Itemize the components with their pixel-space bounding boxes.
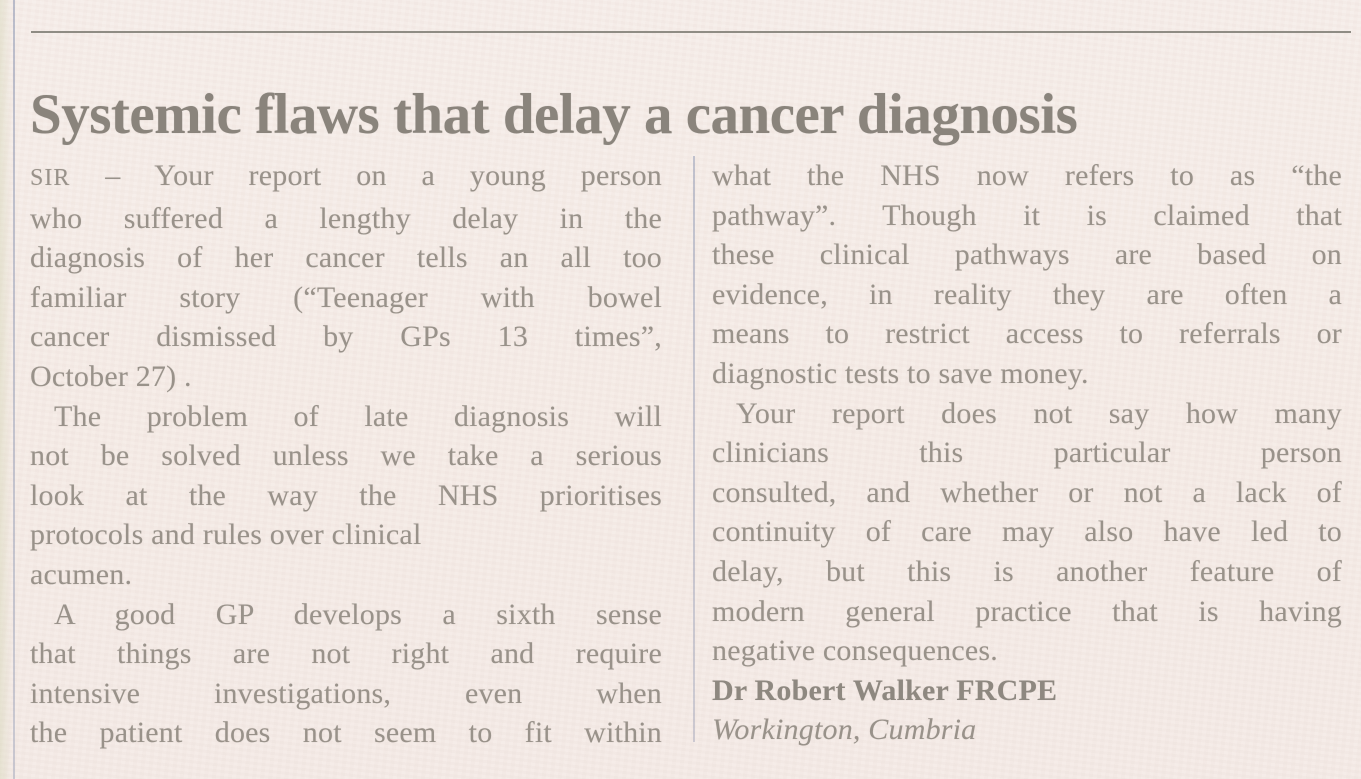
- text-line: these clinical pathways are based on: [712, 238, 1342, 272]
- text-line: the patient does not seem to fit within: [30, 716, 662, 750]
- text-line: look at the way the NHS prioritises: [30, 478, 662, 512]
- letter-column-right: [712, 156, 1342, 750]
- text-line: pathway”. Though it is claimed that: [712, 198, 1342, 232]
- text-line: A good GP develops a sixth sense: [54, 597, 662, 631]
- text-line: clinicians this particular person: [712, 436, 1342, 470]
- text-line: protocols and rules over clinical: [30, 518, 422, 552]
- text-line: continuity of care may also have led to: [712, 515, 1342, 549]
- text-line: means to restrict access to referrals or: [712, 317, 1342, 351]
- text-line: Workington, Cumbria: [712, 713, 977, 747]
- text-line: SIR – Your report on a young person: [30, 159, 662, 192]
- salutation-small-caps: SIR: [30, 165, 71, 191]
- headline: Systemic flaws that delay a cancer diagnosis: [30, 83, 1078, 147]
- text-line: what the NHS now refers to as “the: [712, 159, 1342, 192]
- text-line: Your report does not say how many: [736, 396, 1342, 430]
- scan-edge-tint: [0, 0, 12, 779]
- text-line: consulted, and whether or not a lack of: [712, 475, 1342, 509]
- text-line: October 27) .: [30, 359, 192, 393]
- text-line: The problem of late diagnosis will: [54, 399, 662, 433]
- text-line: that things are not right and require: [30, 637, 662, 671]
- text-line: diagnosis of her cancer tells an all too: [30, 241, 662, 275]
- text-line: Dr Robert Walker FRCPE: [712, 673, 1058, 707]
- text-line: acumen.: [30, 557, 133, 591]
- column-divider-rule: [693, 156, 695, 742]
- text-line: who suffered a lengthy delay in the: [30, 201, 662, 235]
- text-line: cancer dismissed by GPs 13 times”,: [30, 320, 662, 354]
- text-line: delay, but this is another feature of: [712, 554, 1342, 588]
- letter-column-left: [30, 156, 662, 753]
- text-line: evidence, in reality they are often a: [712, 277, 1342, 311]
- text-line: negative consequences.: [712, 634, 998, 668]
- text-line: familiar story (“Teenager with bowel: [30, 280, 662, 314]
- text-line: modern general practice that is having: [712, 594, 1342, 628]
- left-column-rule: [13, 0, 15, 779]
- text-line: not be solved unless we take a serious: [30, 439, 662, 473]
- text-line: intensive investigations, even when: [30, 676, 662, 710]
- text-line: diagnostic tests to save money.: [712, 356, 1089, 390]
- top-horizontal-rule: [31, 31, 1351, 33]
